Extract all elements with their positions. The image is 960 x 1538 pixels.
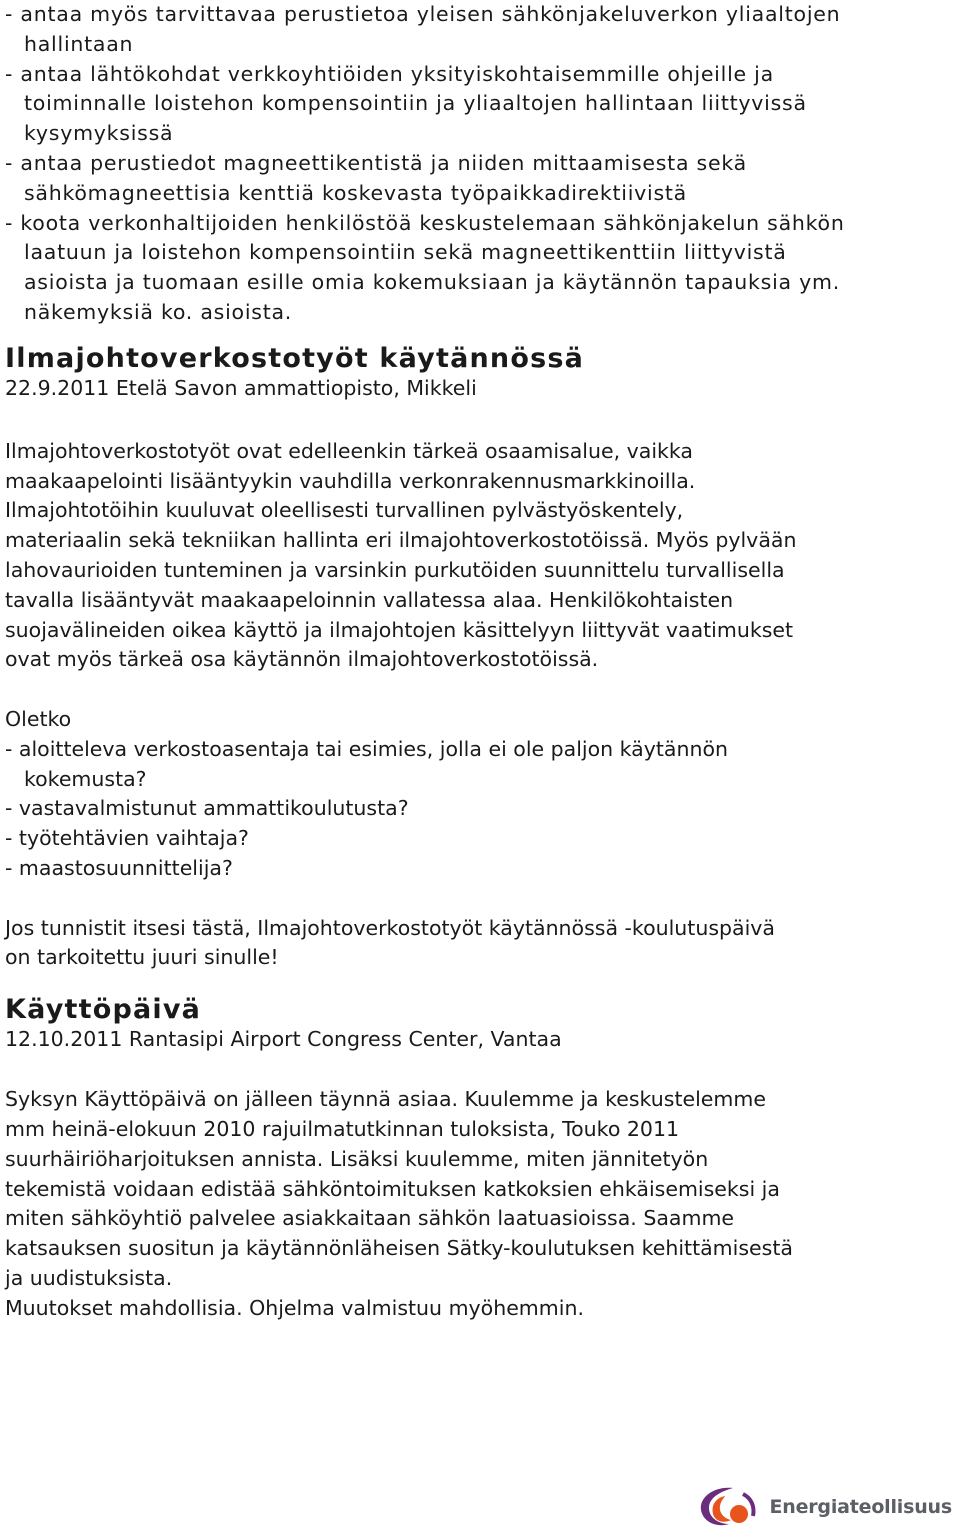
paragraph-line: mm heinä-elokuun 2010 rajuilmatutkinnan tuloksista, Touko 2011 <box>5 1116 680 1141</box>
energiateollisuus-logo-icon <box>695 1484 759 1530</box>
paragraph-line: katsauksen suositun ja käytännönläheisen Sätky-koulutuksen kehittämisestä <box>5 1236 793 1261</box>
list-item-text: asioista ja tuomaan esille omia kokemuksiaan ja käytännön tapauksia ym. <box>24 270 840 295</box>
question-item: - aloitteleva verkostoasentaja tai esimies, jolla ei ole paljon käytännön <box>5 736 728 761</box>
paragraph-line: materiaalin sekä tekniikan hallinta eri ilmajohtoverkostotöissä. Myös pylvään <box>5 528 797 553</box>
list-item-text: näkemyksiä ko. asioista. <box>24 299 293 324</box>
paragraph-line: Ilmajohtotöihin kuuluvat oleellisesti turvallinen pylvästyöskentely, <box>5 498 684 523</box>
list-item-text: - antaa perustiedot magneettikentistä ja niiden mittaamisesta sekä <box>5 150 747 175</box>
question-title: Oletko <box>5 706 72 731</box>
paragraph-line: suojavälineiden oikea käyttö ja ilmajohtojen käsittelyyn liittyvät vaatimukset <box>5 617 794 642</box>
list-item-text: sähkömagneettisia kenttiä koskevasta työpaikkadirektiivistä <box>24 180 687 205</box>
note-text: Muutokset mahdollisia. Ohjelma valmistuu myöhemmin. <box>5 1295 584 1320</box>
list-item-text: - antaa lähtökohdat verkkoyhtiöiden yksityiskohtaisemmille ohjeille ja <box>5 61 774 86</box>
paragraph-line: Syksyn Käyttöpäivä on jälleen täynnä asiaa. Kuulemme ja keskustelemme <box>5 1087 766 1112</box>
paragraph-line: ovat myös tärkeä osa käytännön ilmajohtoverkostotöissä. <box>5 647 599 672</box>
intro-list-item <box>5 149 955 209</box>
intro-list-item <box>5 209 955 328</box>
energiateollisuus-logo <box>695 1484 952 1530</box>
event-date-location: 22.9.2011 Etelä Savon ammattiopisto, Mikkeli <box>5 375 477 400</box>
section-heading: Käyttöpäivä <box>5 994 202 1026</box>
question-item: - maastosuunnittelija? <box>5 855 233 880</box>
paragraph-line: maakaapelointi lisääntyykin vauhdilla verkonrakennusmarkkinoilla. <box>5 468 696 493</box>
section-kayttopaiva <box>5 995 955 1323</box>
closing-paragraph <box>5 914 955 974</box>
paragraph-line: suurhäiriöharjoituksen annista. Lisäksi kuulemme, miten jännitetyön <box>5 1146 709 1171</box>
event-date-location: 12.10.2011 Rantasipi Airport Congress Center, Vantaa <box>5 1027 562 1052</box>
list-item-text: - koota verkonhaltijoiden henkilöstöä keskustelemaan sähkönjakelun sähkön <box>5 210 845 235</box>
intro-list-item <box>5 60 955 149</box>
section-paragraph <box>5 437 955 675</box>
section-heading: Ilmajohtoverkostotyöt käytännössä <box>5 342 585 374</box>
logo-text: Energiateollisuus <box>769 1496 952 1518</box>
paragraph-line: lahovaurioiden tunteminen ja varsinkin purkutöiden suunnittelu turvallisella <box>5 557 785 582</box>
list-item-text: - antaa myös tarvittavaa perustietoa yleisen sähkönjakeluverkon yliaaltojen <box>5 2 841 26</box>
document-page <box>5 0 955 1323</box>
question-list <box>5 735 955 884</box>
paragraph-line: on tarkoitettu juuri sinulle! <box>5 945 279 970</box>
list-item-text: toiminnalle loistehon kompensointiin ja yliaaltojen hallintaan liittyvissä <box>24 91 807 116</box>
list-item-text: hallintaan <box>24 31 134 56</box>
paragraph-line: Ilmajohtoverkostotyöt ovat edelleenkin tärkeä osaamisalue, vaikka <box>5 438 693 463</box>
question-item: - työtehtävien vaihtaja? <box>5 826 249 851</box>
list-item-text: laatuun ja loistehon kompensointiin sekä magneettikenttiin liittyvistä <box>24 240 787 265</box>
paragraph-line: tekemistä voidaan edistää sähköntoimituksen katkoksien ehkäisemiseksi ja <box>5 1176 780 1201</box>
section-ilmajohtoverkostotyot <box>5 344 955 973</box>
list-item-text: kysymyksissä <box>24 121 174 146</box>
paragraph-line: tavalla lisääntyvät maakaapeloinnin vallatessa alaa. Henkilökohtaisten <box>5 587 734 612</box>
question-item: kokemusta? <box>24 766 147 791</box>
paragraph-line: ja uudistuksista. <box>5 1265 173 1290</box>
question-item: - vastavalmistunut ammattikoulutusta? <box>5 796 409 821</box>
section-paragraph <box>5 1085 955 1294</box>
paragraph-line: Jos tunnistit itsesi tästä, Ilmajohtoverkostotyöt käytännössä -koulutuspäivä <box>5 915 775 940</box>
paragraph-line: miten sähköyhtiö palvelee asiakkaitaan sähkön laatuasioissa. Saamme <box>5 1206 735 1231</box>
intro-list <box>5 0 955 328</box>
intro-list-item <box>5 0 955 60</box>
